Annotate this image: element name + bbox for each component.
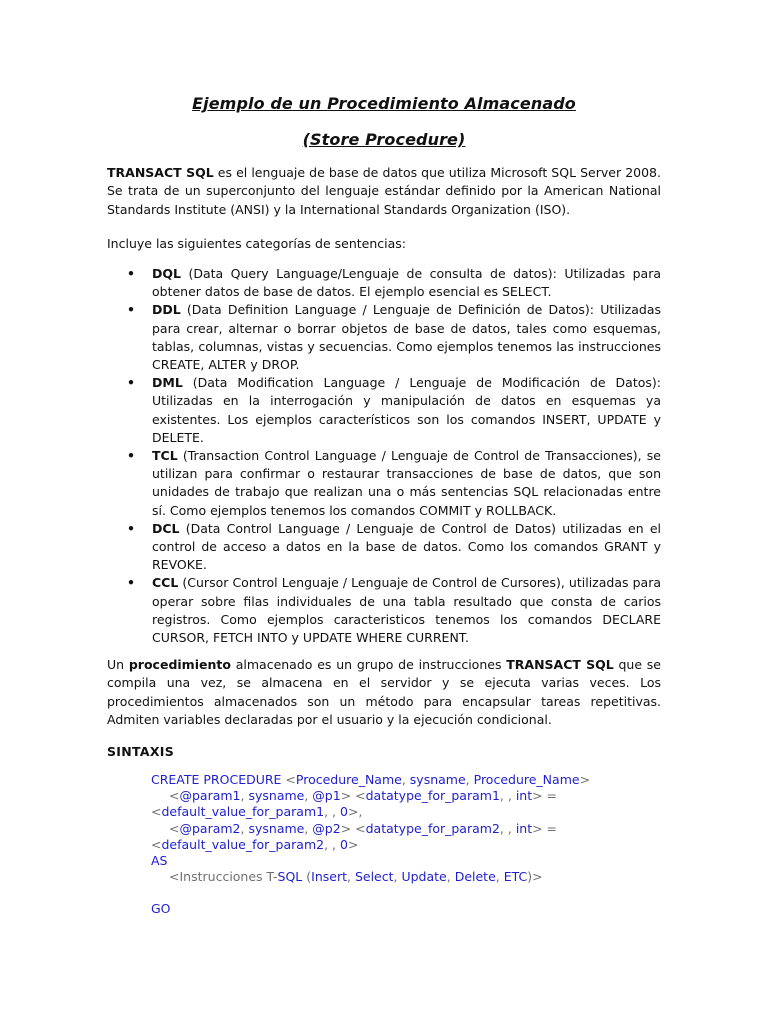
category-term: CCL <box>152 575 179 591</box>
bullet-icon: • <box>127 302 135 318</box>
page-subtitle-text: (Store Procedure) <box>302 130 466 149</box>
syntax-heading: SINTAXIS <box>107 744 175 759</box>
category-text: (Data Query Language/Lenguaje de consulta de datos): Utilizadas para obtener datos de base de datos. El ejemplo esencial es SELECT. <box>152 266 661 300</box>
category-text: (Data Modification Language / Lenguaje de Modificación de Datos): Utilizadas en la interrogación y manipulación de datos en esquemas ya existentes. Los ejemplos característicos son los comandos INSERT, UPDATE y DELETE. <box>152 375 661 445</box>
code-line: <@param1, sysname, @p1> <datatype_for_param1, , int> = <box>169 788 558 804</box>
category-text: (Data Control Language / Lenguaje de Control de Datos) utilizadas en el control de acceso a datos en la base de datos. Como los comandos GRANT y REVOKE. <box>152 520 661 573</box>
list-item <box>107 574 661 647</box>
categories-list <box>107 265 661 647</box>
category-term: TCL <box>152 448 178 464</box>
category-text: (Data Definition Language / Lenguaje de Definición de Datos): Utilizadas para crear, alternar o borrar objetos de base de datos, tales como esquemas, tablas, columnas, vistas y secuencias. Como ejemplos tenemos las instrucciones CREATE, ALTER y DROP. <box>152 302 661 373</box>
code-block <box>151 772 661 918</box>
code-line: AS <box>151 853 168 869</box>
bullet-icon: • <box>127 448 135 464</box>
bullet-icon: • <box>127 375 135 391</box>
page-subtitle <box>0 130 768 149</box>
list-item <box>107 265 661 301</box>
list-item <box>107 447 661 520</box>
code-line: <Instrucciones T-SQL (Insert, Select, Update, Delete, ETC)> <box>169 869 543 885</box>
intro-text: es el lenguaje de base de datos que utiliza Microsoft SQL Server 2008. Se trata de un superconjunto del lenguaje estándar definido por la American National Standards Institute (ANSI) y la International Standards Organization (ISO). <box>107 165 661 217</box>
page-title: Ejemplo de un Procedimiento Almacenado <box>192 94 576 113</box>
category-term: DML <box>152 375 183 391</box>
code-line: <default_value_for_param2, , 0> <box>151 836 359 852</box>
bullet-icon: • <box>127 575 135 591</box>
list-item <box>107 301 661 374</box>
list-item <box>107 374 661 447</box>
intro-paragraph <box>107 164 661 219</box>
category-text: (Transaction Control Language / Lenguaje de Control de Transacciones), se utilizan para confirmar o restaurar transacciones de base de datos, que son unidades de trabajo que realizan una o más sentencias SQL relacionadas entre sí. Como ejemplos tenemos los comandos COMMIT y ROLLBACK. <box>152 448 661 518</box>
procedure-paragraph <box>107 656 661 729</box>
category-term: DDL <box>152 302 181 318</box>
proc-text: Un <box>107 657 129 672</box>
categories-intro: Incluye las siguientes categorías de sentencias: <box>107 236 406 251</box>
code-line: CREATE PROCEDURE <Procedure_Name, sysname, Procedure_Name> <box>151 772 591 787</box>
category-term: DQL <box>152 266 181 281</box>
code-line: <default_value_for_param1, , 0>, <box>151 804 363 820</box>
category-text: (Cursor Control Lenguaje / Lenguaje de Control de Cursores), utilizadas para operar sobre filas individuales de una tabla resultado que consta de carios registros. Como ejemplos caracteristicos tenemos los comandos DECLARE CURSOR, FETCH INTO y UPDATE WHERE CURRENT. <box>152 575 661 646</box>
category-term: DCL <box>152 520 180 536</box>
procedimiento-term: procedimiento <box>128 657 231 672</box>
transact-sql-term: TRANSACT SQL <box>506 657 614 672</box>
bullet-icon: • <box>127 520 135 536</box>
proc-text: almacenado es un grupo de instrucciones <box>230 657 507 672</box>
proc-text: que se compila una vez, se almacena en el servidor y se ejecuta varias veces. Los procedimientos almacenados son un método para encapsular tareas repetitivas. Admiten variables declaradas por el usuario y la ejecución condicional. <box>107 657 661 727</box>
code-line: GO <box>151 901 171 917</box>
transact-sql-term: TRANSACT SQL <box>107 165 214 180</box>
list-item <box>107 520 661 575</box>
bullet-icon: • <box>127 266 135 281</box>
code-line: <@param2, sysname, @p2> <datatype_for_param2, , int> = <box>169 820 558 836</box>
